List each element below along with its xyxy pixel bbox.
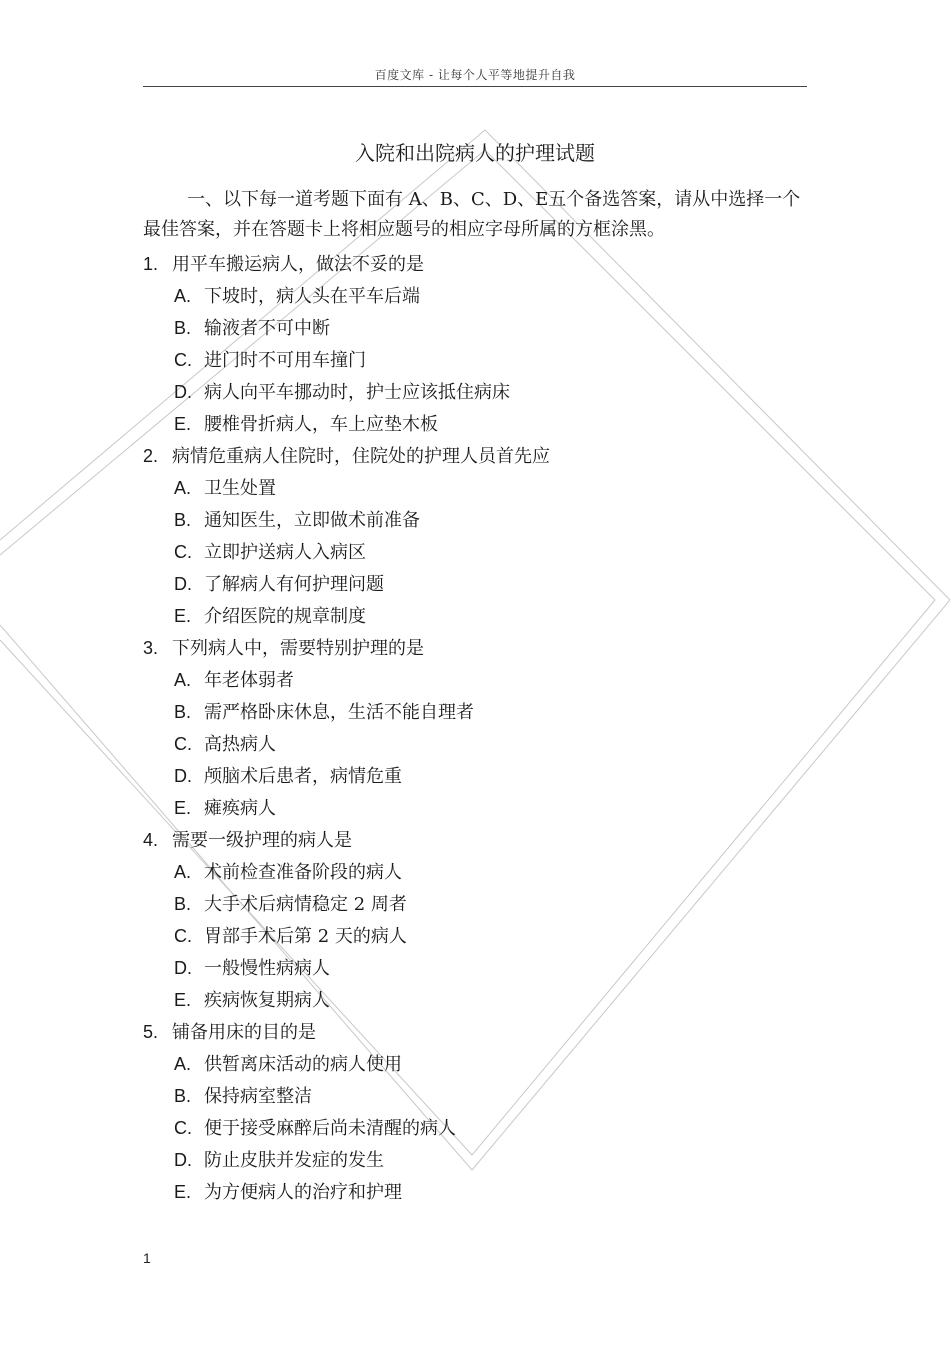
option-letter: D.: [174, 382, 192, 402]
option-letter: B.: [174, 510, 192, 530]
option-text: 瘫痪病人: [204, 798, 276, 819]
question-number: 4.: [143, 830, 159, 850]
question-3-option: [143, 664, 807, 696]
option-text: 立即护送病人入病区: [204, 542, 366, 563]
option-letter: C.: [174, 926, 192, 946]
page-number: 1: [143, 1250, 151, 1266]
option-text: 需严格卧床休息，生活不能自理者: [204, 702, 474, 723]
option-letter: A.: [174, 286, 192, 306]
option-text: 输液者不可中断: [204, 318, 330, 339]
option-text: 保持病室整洁: [204, 1086, 312, 1107]
option-letter: A.: [174, 478, 192, 498]
question-5-option: [143, 1144, 807, 1176]
option-text: 术前检查准备阶段的病人: [204, 862, 402, 883]
question-list: [143, 248, 807, 1208]
question-text: 下列病人中，需要特别护理的是: [172, 638, 424, 659]
option-text: 一般慢性病病人: [204, 958, 330, 979]
option-letter: E.: [174, 1182, 192, 1202]
question-text: 病情危重病人住院时，住院处的护理人员首先应: [172, 446, 550, 467]
option-letter: D.: [174, 574, 192, 594]
option-letter: A.: [174, 1054, 192, 1074]
option-letter: B.: [174, 318, 192, 338]
question-2-option: [143, 504, 807, 536]
question-2: [143, 440, 807, 472]
option-text: 进门时不可用车撞门: [204, 350, 366, 371]
option-letter: D.: [174, 1150, 192, 1170]
question-4-option: [143, 952, 807, 984]
option-letter: A.: [174, 862, 192, 882]
question-1-option: [143, 312, 807, 344]
option-letter: E.: [174, 798, 192, 818]
option-letter: D.: [174, 766, 192, 786]
option-text: 为方便病人的治疗和护理: [204, 1182, 402, 1203]
question-5-option: [143, 1048, 807, 1080]
question-number: 3.: [143, 638, 159, 658]
question-text: 用平车搬运病人，做法不妥的是: [172, 254, 424, 275]
question-1-option: [143, 408, 807, 440]
question-number: 1.: [143, 254, 159, 274]
option-letter: B.: [174, 702, 192, 722]
option-text: 颅脑术后患者，病情危重: [204, 766, 402, 787]
option-text: 年老体弱者: [204, 670, 294, 691]
option-text: 供暂离床活动的病人使用: [204, 1054, 402, 1075]
document-title: 入院和出院病人的护理试题: [355, 141, 595, 165]
question-1-option: [143, 376, 807, 408]
question-4-option: [143, 984, 807, 1016]
question-4: [143, 824, 807, 856]
question-2-option: [143, 600, 807, 632]
option-letter: C.: [174, 350, 192, 370]
option-text: 卫生处置: [204, 478, 276, 499]
question-3-option: [143, 728, 807, 760]
question-5-option: [143, 1176, 807, 1208]
question-5-option: [143, 1080, 807, 1112]
option-text: 防止皮肤并发症的发生: [204, 1150, 384, 1171]
question-1-option: [143, 280, 807, 312]
option-text: 腰椎骨折病人，车上应垫木板: [204, 414, 438, 435]
option-text: 便于接受麻醉后尚未清醒的病人: [204, 1118, 456, 1139]
question-3-option: [143, 792, 807, 824]
option-letter: C.: [174, 542, 192, 562]
question-5-option: [143, 1112, 807, 1144]
option-text: 下坡时，病人头在平车后端: [204, 286, 420, 307]
question-2-option: [143, 536, 807, 568]
option-text: 大手术后病情稳定 2 周者: [204, 894, 407, 915]
option-letter: C.: [174, 734, 192, 754]
option-letter: E.: [174, 990, 192, 1010]
question-number: 2.: [143, 446, 159, 466]
instructions-paragraph: 一、以下每一道考题下面有 A、B、C、D、E五个备选答案，请从中选择一个最佳答案，并在答题卡上将相应题号的相应字母所属的方框涂黑。: [143, 189, 801, 240]
question-4-option: [143, 920, 807, 952]
header-divider: [143, 86, 807, 87]
option-text: 高热病人: [204, 734, 276, 755]
page-header: 百度文库 - 让每个人平等地提升自我: [374, 68, 576, 82]
question-4-option: [143, 856, 807, 888]
question-4-option: [143, 888, 807, 920]
option-text: 介绍医院的规章制度: [204, 606, 366, 627]
question-1-option: [143, 344, 807, 376]
option-letter: E.: [174, 606, 192, 626]
question-text: 铺备用床的目的是: [172, 1022, 316, 1043]
option-text: 病人向平车挪动时，护士应该抵住病床: [204, 382, 510, 403]
option-letter: A.: [174, 670, 192, 690]
option-text: 通知医生，立即做术前准备: [204, 510, 420, 531]
question-5: [143, 1016, 807, 1048]
question-2-option: [143, 568, 807, 600]
question-3: [143, 632, 807, 664]
question-1: [143, 248, 807, 280]
question-3-option: [143, 696, 807, 728]
option-text: 胃部手术后第 2 天的病人: [204, 926, 407, 947]
option-letter: D.: [174, 958, 192, 978]
option-letter: B.: [174, 894, 192, 914]
option-text: 了解病人有何护理问题: [204, 574, 384, 595]
option-letter: B.: [174, 1086, 192, 1106]
question-3-option: [143, 760, 807, 792]
question-text: 需要一级护理的病人是: [172, 830, 352, 851]
option-letter: C.: [174, 1118, 192, 1138]
option-text: 疾病恢复期病人: [204, 990, 330, 1011]
question-number: 5.: [143, 1022, 159, 1042]
question-2-option: [143, 472, 807, 504]
option-letter: E.: [174, 414, 192, 434]
